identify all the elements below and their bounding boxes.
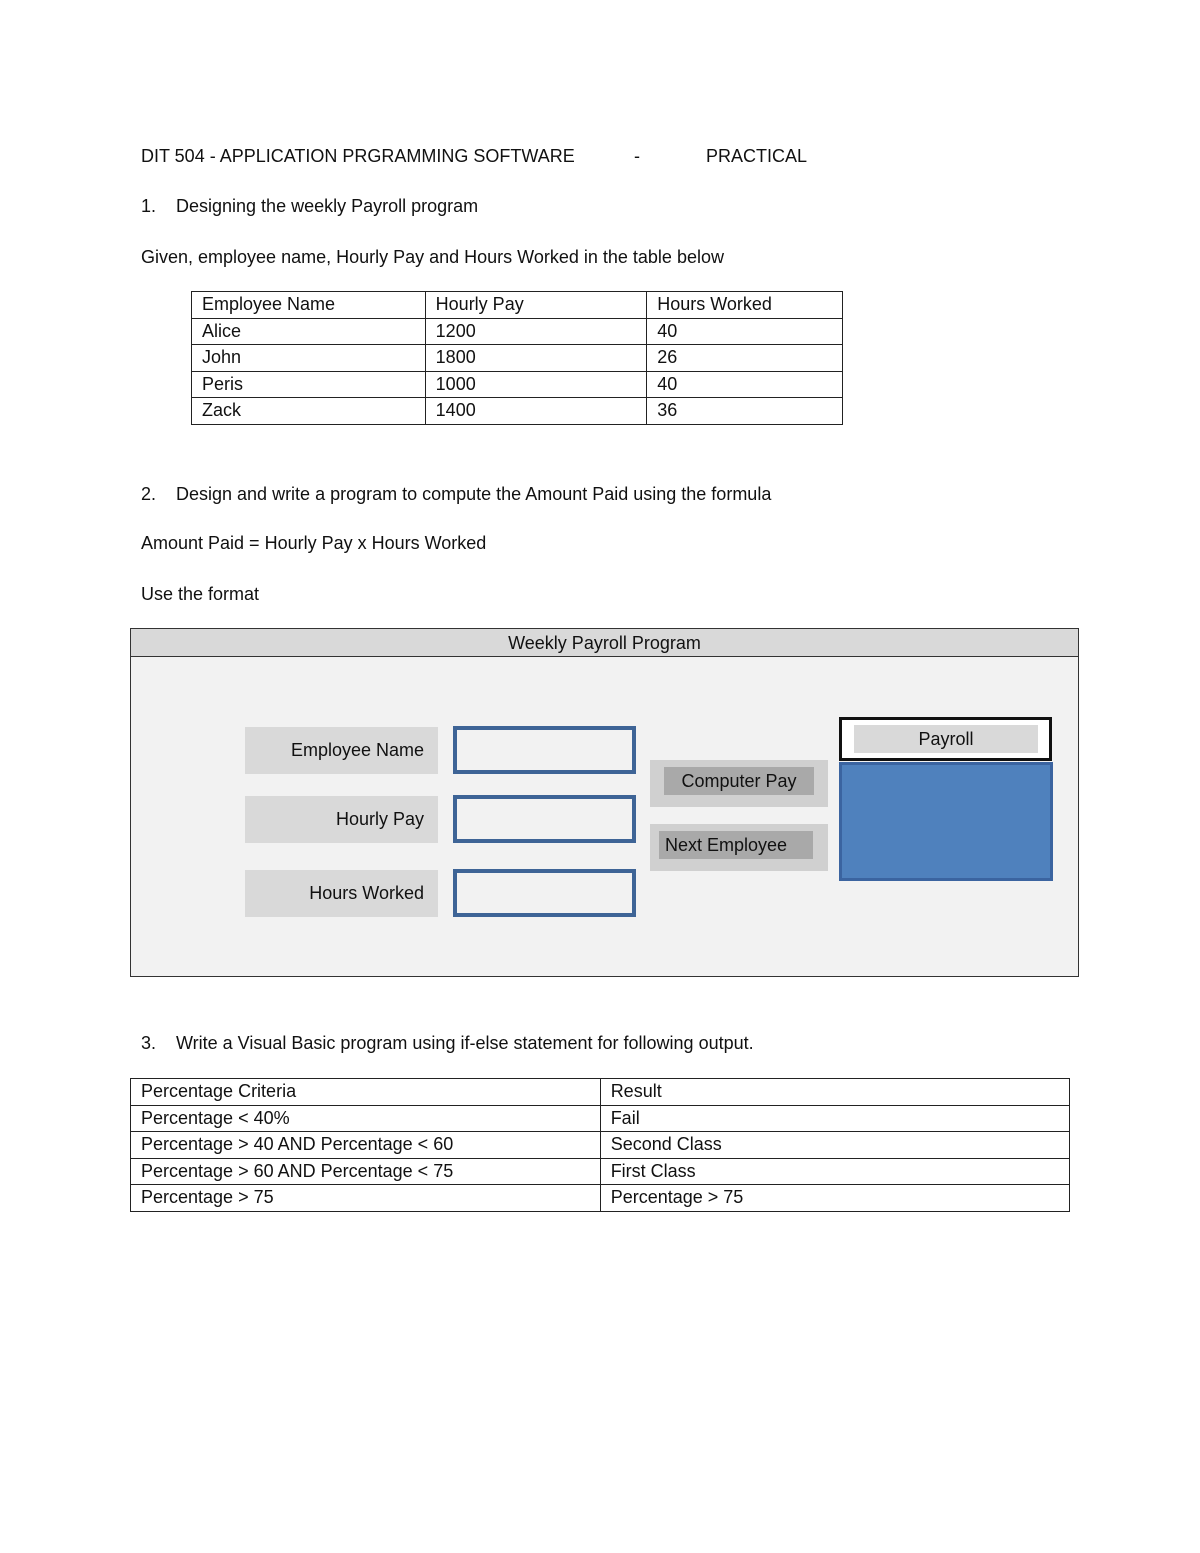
question-1-number: 1. [141, 196, 157, 216]
table-cell: 36 [647, 398, 843, 425]
table-cell: Percentage > 40 AND Percentage < 60 [131, 1132, 601, 1159]
document-title: DIT 504 - APPLICATION PRGRAMMING SOFTWARE [141, 146, 575, 166]
format-note: Use the format [141, 584, 260, 604]
table-cell: 1800 [425, 345, 647, 372]
table-row [192, 318, 843, 345]
employee-name-textbox[interactable] [453, 726, 636, 774]
payroll-header-box [839, 717, 1052, 761]
grade-criteria-table [130, 1078, 1070, 1212]
table-row [192, 371, 843, 398]
next-employee-button-label: Next Employee [659, 831, 813, 859]
table-cell: Percentage > 75 [600, 1185, 1069, 1212]
table-header-cell: Employee Name [192, 292, 426, 319]
compute-pay-button[interactable] [650, 760, 828, 807]
table-row [131, 1132, 1070, 1159]
table-header-cell: Percentage Criteria [131, 1079, 601, 1106]
table-row [131, 1185, 1070, 1212]
question-3-number: 3. [141, 1033, 157, 1053]
table-header-row [192, 292, 843, 319]
payroll-form-mockup [130, 628, 1079, 977]
hours-worked-label: Hours Worked [245, 870, 438, 917]
table-row [131, 1158, 1070, 1185]
question-1-text: Designing the weekly Payroll program [176, 196, 479, 216]
table-cell: Percentage > 75 [131, 1185, 601, 1212]
table-row [192, 398, 843, 425]
table-cell: Peris [192, 371, 426, 398]
payroll-output-area[interactable] [839, 762, 1053, 881]
table-cell: Second Class [600, 1132, 1069, 1159]
table-cell: 1400 [425, 398, 647, 425]
next-employee-button[interactable] [650, 824, 828, 871]
question-1-given: Given, employee name, Hourly Pay and Hours Worked in the table below [141, 247, 724, 267]
table-cell: 26 [647, 345, 843, 372]
hourly-pay-textbox[interactable] [453, 795, 636, 843]
table-cell: Alice [192, 318, 426, 345]
hourly-pay-label: Hourly Pay [245, 796, 438, 843]
formula-text: Amount Paid = Hourly Pay x Hours Worked [141, 533, 487, 553]
form-title-bar: Weekly Payroll Program [131, 629, 1078, 657]
table-cell: Percentage < 40% [131, 1105, 601, 1132]
employee-name-label: Employee Name [245, 727, 438, 774]
title-separator: - [634, 146, 640, 166]
compute-pay-button-label: Computer Pay [664, 767, 814, 795]
table-header-cell: Hourly Pay [425, 292, 647, 319]
question-2-number: 2. [141, 484, 157, 504]
document-kind: PRACTICAL [706, 146, 808, 166]
table-cell: 1000 [425, 371, 647, 398]
table-header-cell: Result [600, 1079, 1069, 1106]
question-3-text: Write a Visual Basic program using if-else statement for following output. [176, 1033, 754, 1053]
hours-worked-textbox[interactable] [453, 869, 636, 917]
table-header-cell: Hours Worked [647, 292, 843, 319]
table-cell: 40 [647, 318, 843, 345]
table-cell: John [192, 345, 426, 372]
table-header-row [131, 1079, 1070, 1106]
employee-table [191, 291, 843, 425]
table-cell: Percentage > 60 AND Percentage < 75 [131, 1158, 601, 1185]
table-row [131, 1105, 1070, 1132]
question-2-text: Design and write a program to compute the Amount Paid using the formula [176, 484, 772, 504]
payroll-label: Payroll [854, 725, 1038, 753]
table-row [192, 345, 843, 372]
table-cell: Fail [600, 1105, 1069, 1132]
table-cell: Zack [192, 398, 426, 425]
table-cell: First Class [600, 1158, 1069, 1185]
table-cell: 1200 [425, 318, 647, 345]
table-cell: 40 [647, 371, 843, 398]
